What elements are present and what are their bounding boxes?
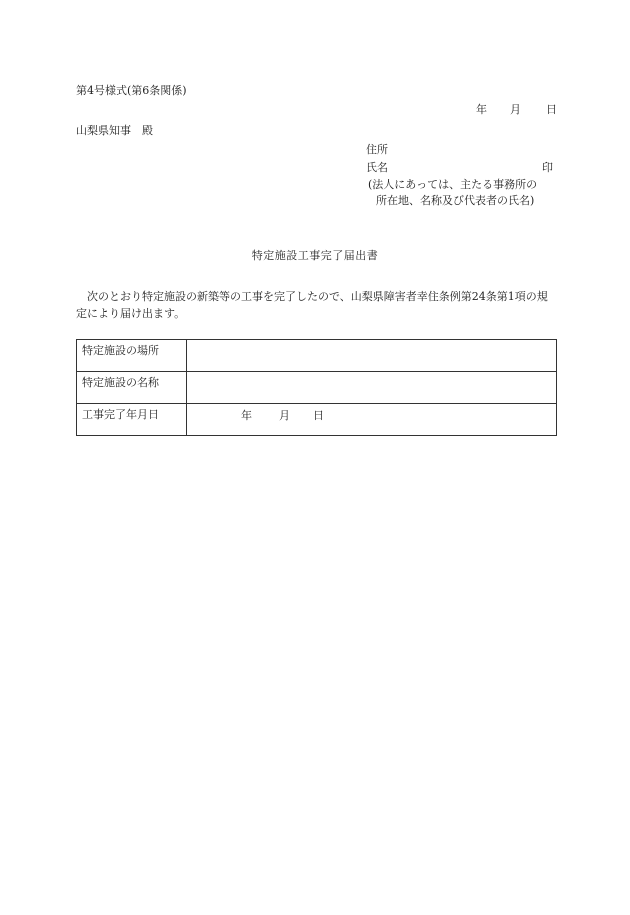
location-value [187,340,557,372]
table-row-location [77,340,557,372]
corporate-note-line1: (法人にあっては、主たる事務所の [368,178,538,191]
addressee: 山梨県知事 殿 [76,124,153,137]
date-month-label: 月 [510,103,521,116]
body-text: 次のとおり特定施設の新築等の工事を完了したので、山梨県障害者幸住条例第24条第1項の規定により届け出ます。 [76,290,548,320]
form-number: 第4号様式(第6条関係) [76,84,187,97]
completion-day-label: 日 [313,409,324,422]
completion-date-label: 工事完了年月日 [77,404,187,436]
corporate-note-line2: 所在地、名称及び代表者の氏名) [376,194,535,207]
seal-label: 印 [542,161,553,174]
location-label: 特定施設の場所 [77,340,187,372]
table-row-completion-date [77,404,557,436]
address-label: 住所 [366,143,388,156]
table-row-facility-name [77,372,557,404]
completion-date-value [187,404,557,436]
completion-month-label: 月 [279,409,290,422]
document-title: 特定施設工事完了届出書 [251,249,379,262]
name-label: 氏名 [366,161,388,174]
facility-name-value [187,372,557,404]
facility-name-label: 特定施設の名称 [77,372,187,404]
completion-year-label: 年 [241,409,252,422]
date-day-label: 日 [546,103,557,116]
info-table [76,339,557,436]
date-year-label: 年 [476,103,487,116]
